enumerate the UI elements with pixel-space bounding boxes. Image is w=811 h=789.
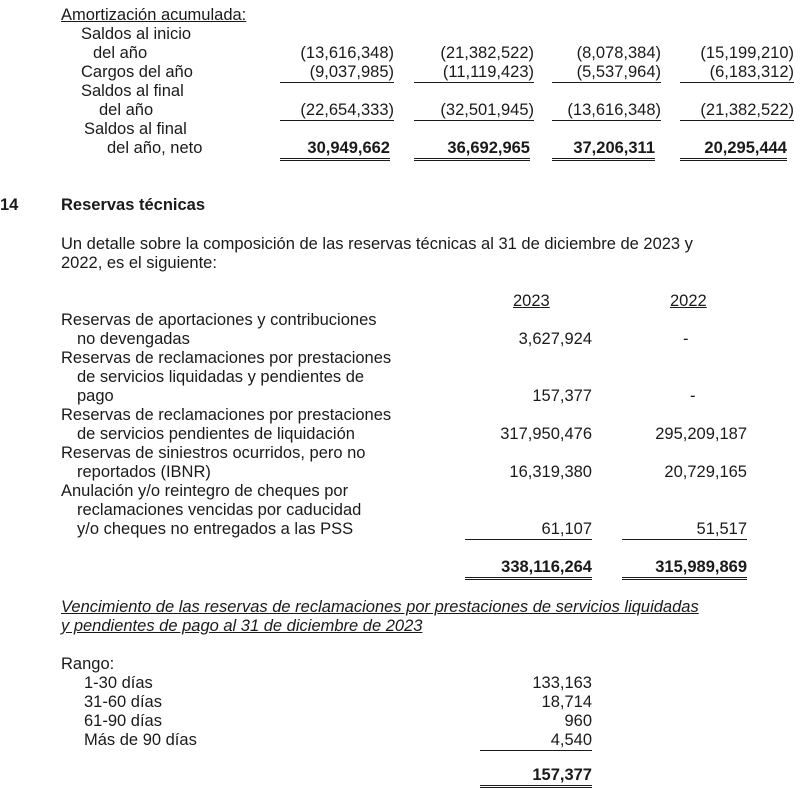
reserve-label: reportados (IBNR) (77, 463, 211, 481)
reserve-label: de servicios pendientes de liquidación (77, 425, 355, 443)
range-row-value: 18,714 (541, 693, 592, 711)
range-row-label: 31-60 días (84, 693, 162, 711)
reserve-total-2023: 338,116,264 (465, 558, 592, 580)
amort-cell: (6,183,312) (680, 63, 794, 83)
amort-cell: (22,654,333) (280, 101, 394, 121)
amort-cell: (21,382,522) (680, 101, 794, 121)
amort-cell: (8,078,384) (576, 44, 661, 62)
maturity-title: Vencimiento de las reservas de reclamaciones por prestaciones de servicios liquidadas (61, 598, 699, 616)
reserve-label: pago (77, 387, 114, 405)
reserve-label: no devengadas (77, 330, 190, 348)
amort-cell: (11,119,423) (414, 63, 534, 83)
amort-row-label: del año (99, 101, 154, 119)
amort-cell: (32,501,945) (414, 101, 534, 121)
reserve-value-2023: 61,107 (465, 520, 592, 540)
amort-row-label: Saldos al final (81, 82, 184, 100)
amort-cell: (13,616,348) (552, 101, 661, 121)
year-header-2022: 2022 (670, 292, 707, 310)
intro-paragraph: Un detalle sobre la composición de las reservas técnicas al 31 de diciembre de 2023 y (61, 235, 693, 253)
range-row-label: 61-90 días (84, 712, 162, 730)
amort-total: 37,206,311 (552, 139, 655, 161)
reserve-label: de servicios liquidadas y pendientes de (77, 368, 365, 386)
amort-heading: Amortización acumulada: (61, 6, 247, 24)
amort-row-label: Saldos al inicio (81, 25, 192, 43)
range-row-value: 133,163 (532, 674, 592, 692)
reserve-value-2022: - (690, 387, 696, 405)
reserve-label: reclamaciones vencidas por caducidad (77, 501, 362, 519)
amort-cell: (13,616,348) (300, 44, 394, 62)
maturity-total: 157,377 (480, 766, 592, 788)
section-title: Reservas técnicas (61, 196, 206, 214)
reserve-label: Reservas de reclamaciones por prestaciones (61, 406, 392, 424)
amort-cell: (9,037,985) (280, 63, 394, 83)
reserve-label: Reservas de reclamaciones por prestaciones (61, 349, 392, 367)
amort-row-label: Cargos del año (81, 63, 193, 81)
reserve-value-2022: - (683, 330, 689, 348)
amort-cell: (5,537,964) (552, 63, 661, 83)
amort-total: 20,295,444 (680, 139, 787, 161)
section-number: 14 (0, 196, 19, 214)
reserve-total-2022: 315,989,869 (622, 558, 747, 580)
range-row-value: 4,540 (480, 731, 592, 751)
reserve-value-2022: 20,729,165 (664, 463, 747, 481)
amort-total: 30,949,662 (280, 139, 390, 161)
reserve-label: Anulación y/o reintegro de cheques por (61, 482, 349, 500)
reserve-label: Reservas de siniestros ocurridos, pero no (61, 444, 366, 462)
amort-total: 36,692,965 (414, 139, 530, 161)
reserve-label: Reservas de aportaciones y contribuciones (61, 311, 377, 329)
amort-row-label: Saldos al final (84, 120, 187, 138)
reserve-value-2023: 317,950,476 (500, 425, 592, 443)
reserve-value-2022: 51,517 (622, 520, 747, 540)
reserve-value-2023: 157,377 (532, 387, 592, 405)
amort-row-label: del año, neto (107, 139, 203, 157)
year-header-2023: 2023 (513, 292, 550, 310)
amort-cell: (21,382,522) (440, 44, 534, 62)
reserve-label: y/o cheques no entregados a las PSS (77, 520, 354, 538)
reserve-value-2023: 16,319,380 (509, 463, 592, 481)
reserve-value-2022: 295,209,187 (655, 425, 747, 443)
range-label: Rango: (61, 655, 115, 673)
maturity-title: y pendientes de pago al 31 de diciembre de 2023 (61, 617, 423, 635)
range-row-label: 1-30 días (84, 674, 153, 692)
amort-row-label: del año (93, 44, 148, 62)
amort-cell: (15,199,210) (700, 44, 794, 62)
intro-paragraph: 2022, es el siguiente: (61, 254, 217, 272)
range-row-value: 960 (564, 712, 592, 730)
range-row-label: Más de 90 días (84, 731, 197, 749)
reserve-value-2023: 3,627,924 (518, 330, 592, 348)
